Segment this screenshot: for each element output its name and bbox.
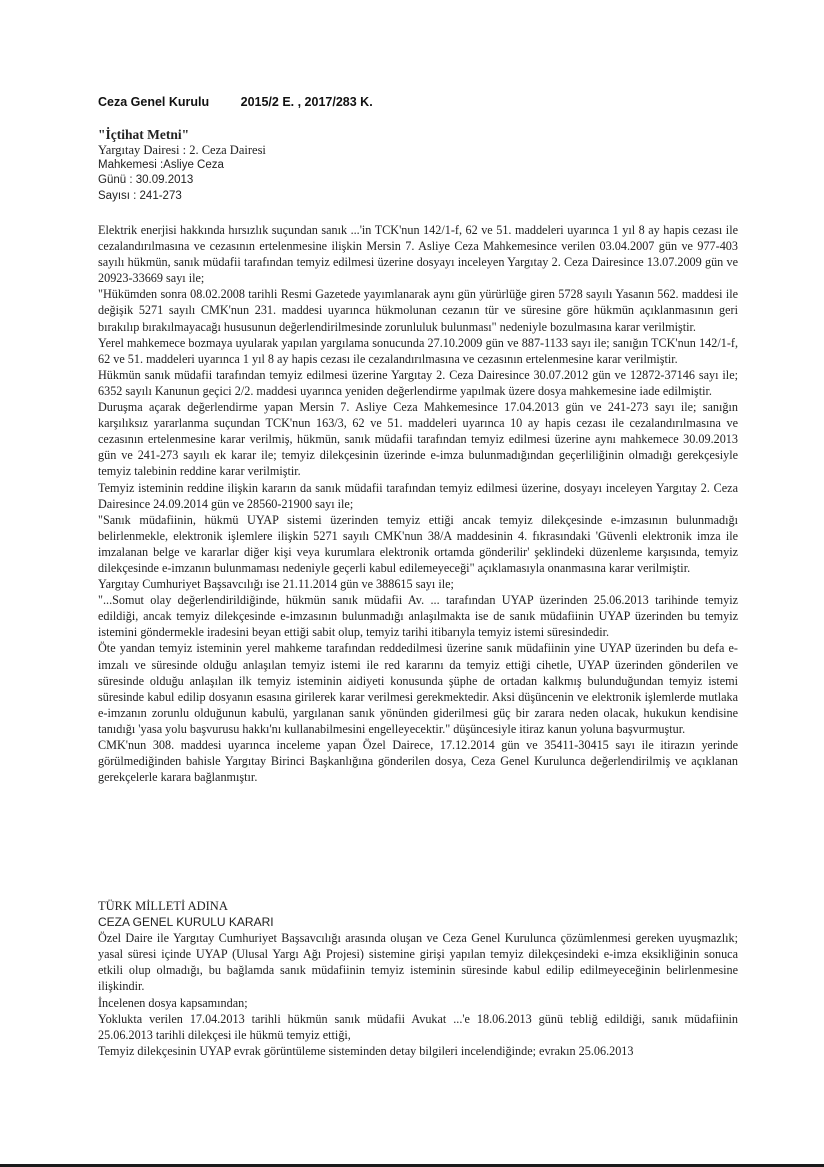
- court-line: Mahkemesi :Asliye Ceza: [98, 159, 224, 172]
- body-paragraph: CMK'nun 308. maddesi uyarınca inceleme yapan Özel Dairece, 17.12.2014 gün ve 35411-30415 sayı ile itirazın yerinde görülmediğinden bahisle Yargıtay Birinci Başkanlığına gönderilen dosya, Ceza Genel Kurulunca değerlendirilmiş ve açıklanan gerekçelerle karara bağlanmıştır.: [98, 738, 738, 785]
- verdict-paragraph: İncelenen dosya kapsamından;: [98, 995, 248, 1010]
- body-paragraph: "Hükümden sonra 08.02.2008 tarihli Resmi Gazetede yayımlanarak aynı gün yürürlüğe giren 5728 sayılı Yasanın 562. maddesi ile değişik 5271 sayılı CMK'nun 231. maddesi uyarınca hükmolunan cezanın tür ve süresine göre hükmün açıklanmasının geri bırakılıp bırakılmayacağı hususunun değerlendirilmesinde zorunluluk bulunması" nedeniyle bozulmasına karar verilmiştir.: [98, 287, 738, 334]
- verdict-paragraph: Yoklukta verilen 17.04.2013 tarihli hükmün sanık müdafii Avukat ...'e 18.06.2013 günü tebliğ edildiği, sanık müdafiinin 25.06.2013 tarihli dilekçesi ile hükmü temyiz ettiği,: [98, 1011, 738, 1042]
- body-paragraph: Yerel mahkemece bozmaya uyularak yapılan yargılama sonucunda 27.10.2009 gün ve 887-1133 sayı ile; sanığın TCK'nun 142/1-f, 62 ve 51. maddeleri uyarınca 1 yıl 8 ay hapis cezası ile cezalandırılmasına ve cezasının ertelenmesine karar verilmiştir.: [98, 335, 738, 366]
- date-line: Günü : 30.09.2013: [98, 174, 194, 187]
- body-paragraph: Elektrik enerjisi hakkında hırsızlık suçundan sanık ...'in TCK'nun 142/1-f, 62 ve 51. maddeleri uyarınca 1 yıl 8 ay hapis cezası ile cezalandırılmasına ve cezasının ertelenmesine ilişkin Mersin 7. Asliye Ceza Mahkemesince verilen 03.04.2007 gün ve 977-403 sayılı hükmün, sanık müdafii tarafından temyiz edilmesi üzerine dosyayı inceleyen Yargıtay 2. Ceza Dairesince 13.07.2009 gün ve 20923-33669 sayı ile;: [98, 223, 738, 286]
- body-paragraph: "...Somut olay değerlendirildiğinde, hükmün sanık müdafii Av. ... tarafından UYAP üzerinden 25.06.2013 tarihinde temyiz edildiği, ancak temyiz dilekçesinde e-imzasının bulunmadığı anlaşılmakta ise de sanık müdafiinin UYAP üzerinden bu temyiz istemini göndermekle iradesini beyan ettiği sabit olup, temyiz tarihi itibarıyla temyiz istemi süresindedir.: [98, 593, 738, 640]
- case-reference: 2015/2 E. , 2017/283 K.: [240, 95, 373, 109]
- decision-body: [98, 222, 738, 785]
- body-paragraph: Yargıtay Cumhuriyet Başsavcılığı ise 21.11.2014 gün ve 388615 sayı ile;: [98, 577, 454, 592]
- board-heading: CEZA GENEL KURULU KARARI: [98, 915, 274, 930]
- case-metadata: [98, 127, 738, 204]
- number-line: Sayısı : 241-273: [98, 189, 182, 202]
- body-paragraph: Hükmün sanık müdafii tarafından temyiz edilmesi üzerine Yargıtay 2. Ceza Dairesince 30.07.2012 gün ve 12872-37146 sayı ile; 6352 sayılı Kanunun geçici 2/2. maddesi uyarınca yeniden değerlendirme yapılmak üzere dosya mahkemesine iade edilmiştir.: [98, 367, 738, 398]
- verdict-section: [98, 898, 738, 1059]
- nation-heading: TÜRK MİLLETİ ADINA: [98, 899, 228, 913]
- body-paragraph: Öte yandan temyiz isteminin yerel mahkeme tarafından reddedilmesi üzerine sanık müdafiinin yine UYAP üzerinden bu defa e-imzalı ve süresinde olduğu anlaşılan temyiz istemi ile red kararını da temyiz ettiği cihetle, UYAP üzerinden gönderilen ve süresinde olduğu anlaşılan ilk temyiz isteminin aidiyeti konusunda şüphe de ortadan kalkmış bulunduğundan temyiz istemi süresinde kabul edilip dosyanın esasına girilerek karar verilmesi gerekmektedir. Aksi düşüncenin ve elektronik işlemlerde mutlaka e-imzanın zorunlu olduğunun kabulü, yargılanan sanık yönünden giderilmesi güç bir zarara neden olacak, hukukun kendisine tanıdığı 'yasa yolu başvurusu hakkı'nı kullanabilmesini engelleyecektir." düşüncesiyle itiraz kanun yoluna başvurmuştur.: [98, 641, 738, 736]
- verdict-paragraph: Özel Daire ile Yargıtay Cumhuriyet Başsavcılığı arasında oluşan ve Ceza Genel Kurulunca çözümlenmesi gereken uyuşmazlık; yasal süresi içinde UYAP (Ulusal Yargı Ağı Projesi) sistemine girişi yapılan temyiz dilekçesindeki e-imza eksikliğinin sonuca etkili olup olmadığı, bu bağlamda sanık müdafiinin temyiz isteminin süresinde kabul edilip edilmeyeceğinin belirlenmesine ilişkindir.: [98, 931, 738, 994]
- department-line: Yargıtay Dairesi : 2. Ceza Dairesi: [98, 143, 266, 157]
- decision-header: [98, 95, 373, 109]
- body-paragraph: "Sanık müdafiinin, hükmü UYAP sistemi üzerinden temyiz ettiği ancak temyiz dilekçesinde e-imzasının bulunmadığı belirlenmekle, elektronik işlemlere ilişkin 5271 sayılı CMK'nun 38/A maddesinin 4. fıkrasındaki 'Güvenli elektronik imza ile imzalanan belge ve kararlar diğer kişi veya kurumlara elektronik ortamda gönderilir' şeklindeki düzenleme karşısında, temyiz dilekçesinde e-imzanın bulunmaması nedeniyle geçerli kabul edilemeyeceği" açıklamasıyla onanmasına karar verilmiştir.: [98, 512, 738, 575]
- court-name: Ceza Genel Kurulu: [98, 95, 210, 109]
- body-paragraph: Duruşma açarak değerlendirme yapan Mersin 7. Asliye Ceza Mahkemesince 17.04.2013 gün ve 241-273 sayı ile; sanığın karşılıksız yararlanma suçundan TCK'nun 163/3, 62 ve 51. maddeleri uyarınca 10 ay hapis cezası ile cezalandırılmasına ve cezasının ertelenmesine karar verilmiş, hükmün, sanık müdafii tarafından temyiz edilmesi üzerine aynı mahkemece 30.09.2013 gün ve 241-273 sayılı ek karar ile; temyiz dilekçesinin üzerinde e-imza bulunmadığından geçerliliğinin olmadığı gerekçesiyle temyiz talebinin reddine karar verilmiştir.: [98, 400, 738, 479]
- document-title: "İçtihat Metni": [98, 127, 190, 142]
- body-paragraph: Temyiz isteminin reddine ilişkin kararın da sanık müdafii tarafından temyiz edilmesi üzerine, dosyayı inceleyen Yargıtay 2. Ceza Dairesince 24.09.2014 gün ve 28560-21900 sayı ile;: [98, 480, 738, 511]
- verdict-paragraph: Temyiz dilekçesinin UYAP evrak görüntüleme sisteminden detay bilgileri incelendiğinde; evrakın 25.06.2013: [98, 1043, 634, 1058]
